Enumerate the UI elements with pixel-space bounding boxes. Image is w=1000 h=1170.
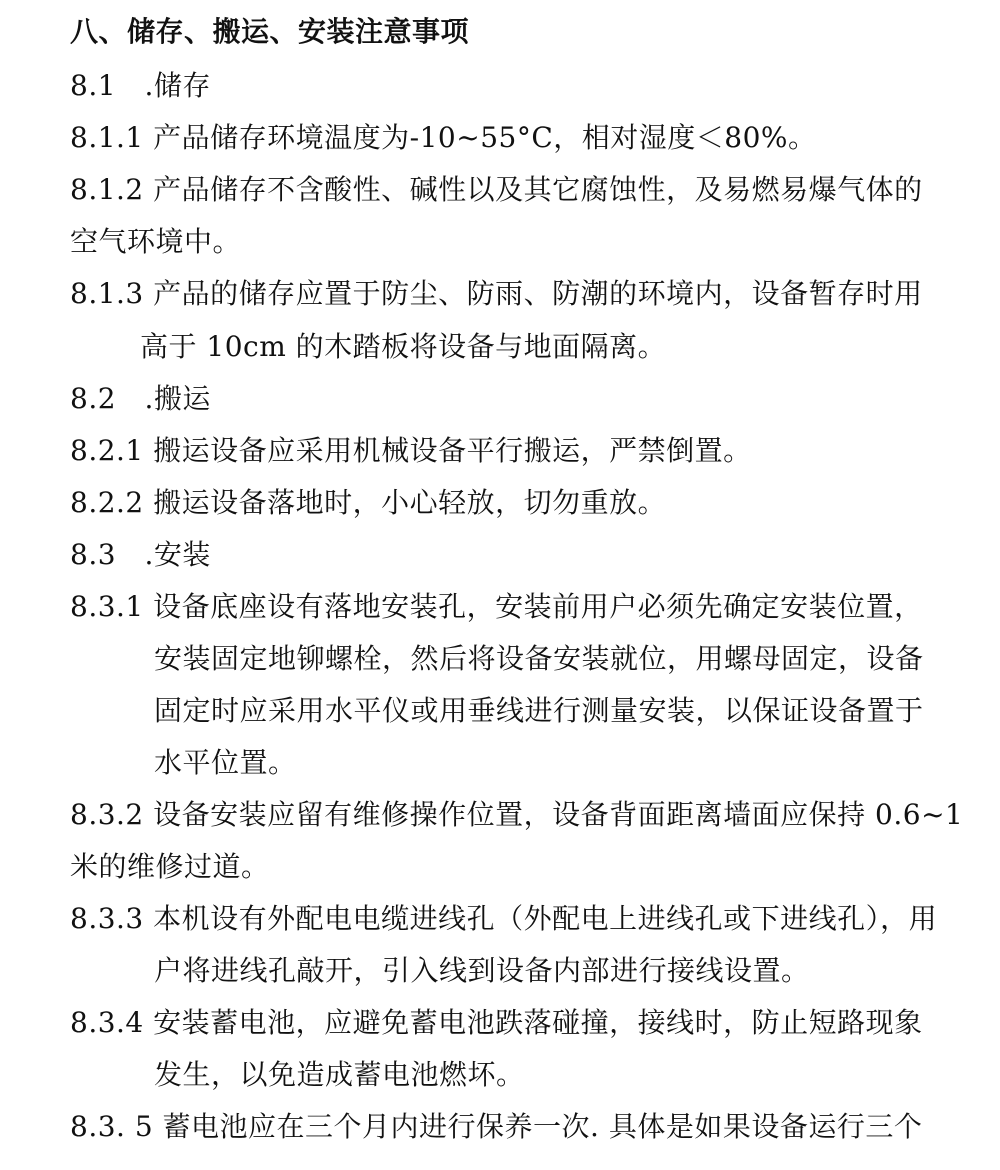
paragraph-8-3-3-line-1: 8.3.3 本机设有外配电电缆进线孔（外配电上进线孔或下进线孔），用 (70, 902, 938, 935)
paragraph-8-3-3-line-2: 户将进线孔敲开，引入线到设备内部进行接线设置。 (154, 954, 810, 987)
paragraph-8-3-1-line-4: 水平位置。 (154, 746, 297, 779)
section-heading: 八、储存、搬运、安装注意事项 (70, 15, 470, 48)
paragraph-8-3-2-line-2: 米的维修过道。 (70, 850, 270, 883)
subsection-title-8-1: 8.1 .储存 (70, 69, 211, 102)
paragraph-8-1-2-line-2: 空气环境中。 (70, 225, 242, 258)
paragraph-8-3-1-line-2: 安装固定地铆螺栓，然后将设备安装就位，用螺母固定，设备 (154, 642, 924, 675)
paragraph-8-1-3-line-2: 高于 10cm 的木踏板将设备与地面隔离。 (140, 330, 667, 363)
paragraph-8-1-3-line-1: 8.1.3 产品的储存应置于防尘、防雨、防潮的环境内，设备暂存时用 (70, 277, 923, 310)
paragraph-8-2-1: 8.2.1 搬运设备应采用机械设备平行搬运，严禁倒置。 (70, 434, 752, 467)
paragraph-8-3-1-line-1: 8.3.1 设备底座设有落地安装孔，安装前用户必须先确定安装位置， (70, 590, 923, 623)
paragraph-8-3-4-line-2: 发生，以免造成蓄电池燃坏。 (154, 1058, 525, 1091)
paragraph-8-3-4-line-1: 8.3.4 安装蓄电池，应避免蓄电池跌落碰撞，接线时，防止短路现象 (70, 1006, 923, 1039)
paragraph-8-3-2-line-1: 8.3.2 设备安装应留有维修操作位置，设备背面距离墙面应保持 0.6~1 (70, 798, 964, 831)
paragraph-8-3-1-line-3: 固定时应采用水平仪或用垂线进行测量安装，以保证设备置于 (154, 694, 924, 727)
paragraph-8-3-5-line-1: 8.3. 5 蓄电池应在三个月内进行保养一次. 具体是如果设备运行三个 (70, 1110, 923, 1143)
paragraph-8-1-2-line-1: 8.1.2 产品储存不含酸性、碱性以及其它腐蚀性，及易燃易爆气体的 (70, 173, 923, 206)
paragraph-8-2-2: 8.2.2 搬运设备落地时，小心轻放，切勿重放。 (70, 486, 667, 519)
paragraph-8-1-1: 8.1.1 产品储存环境温度为-10~55°C，相对湿度＜80%。 (70, 121, 817, 154)
subsection-title-8-2: 8.2 .搬运 (70, 382, 211, 415)
subsection-title-8-3: 8.3 .安装 (70, 538, 211, 571)
